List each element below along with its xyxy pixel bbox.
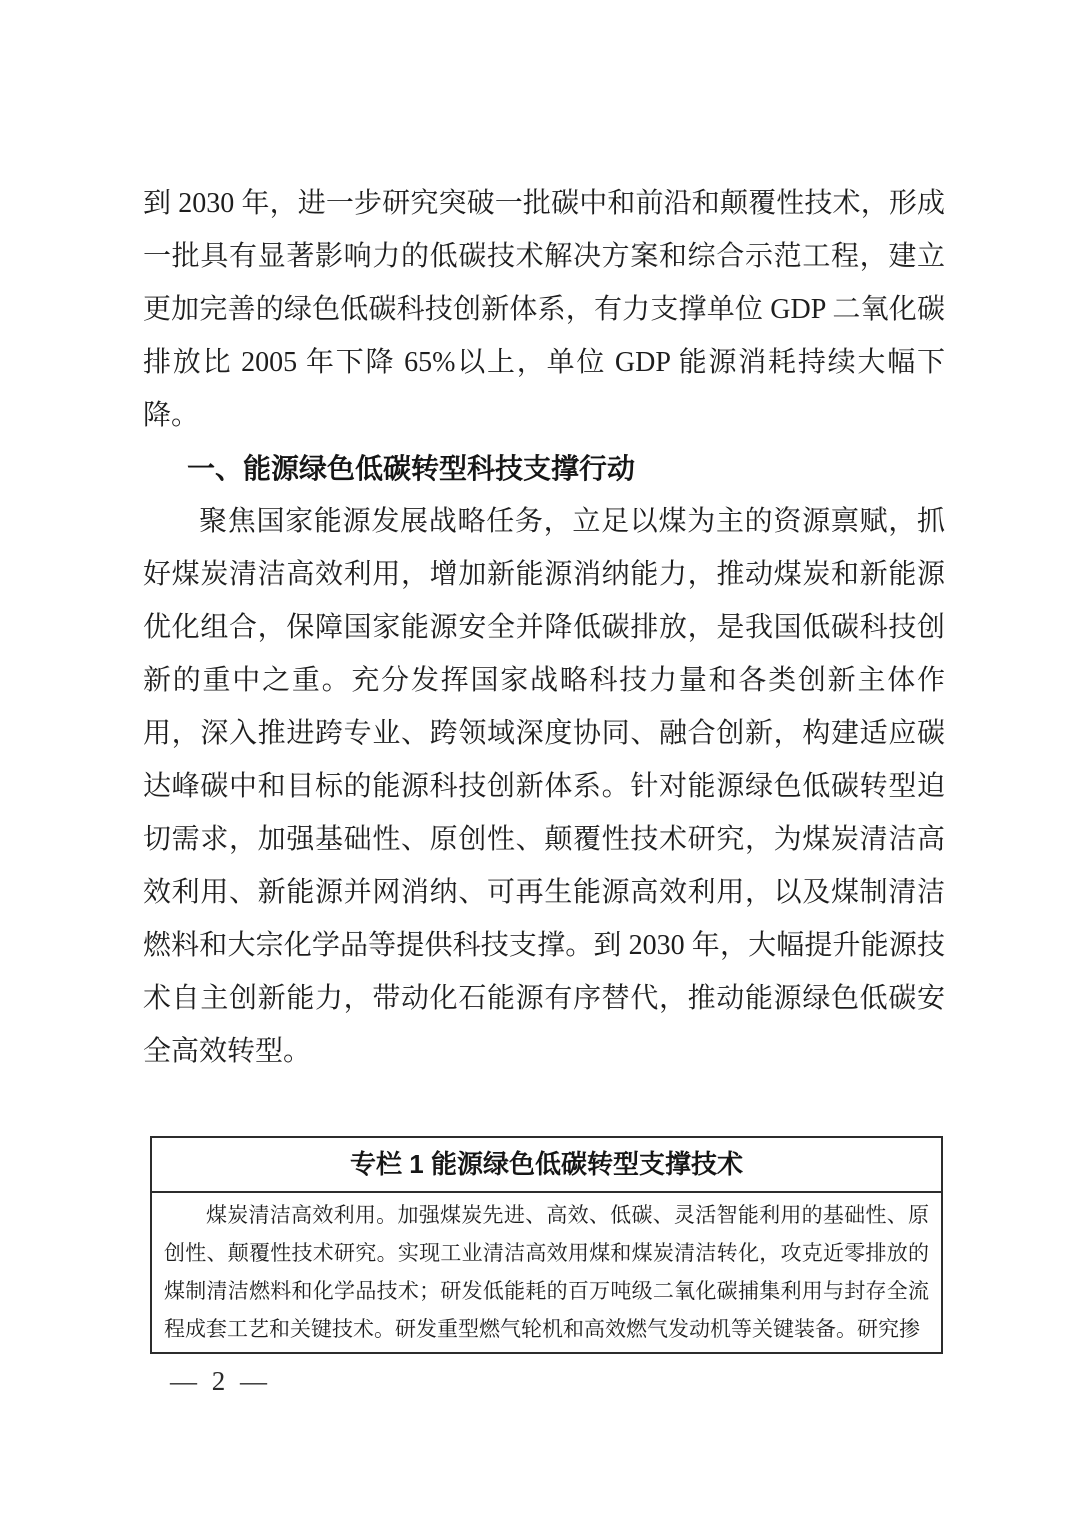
page-number: — 2 — xyxy=(170,1366,271,1396)
section-heading: 一、能源绿色低碳转型科技支撑行动 xyxy=(187,453,636,484)
callout-box-body: 煤炭清洁高效利用。加强煤炭先进、高效、低碳、灵活智能利用的基础性、原创性、颠覆性技术研究。实现工业清洁高效用煤和煤炭清洁转化，攻克近零排放的煤制清洁燃料和化学品技术；研发低能耗的百万吨级二氧化碳捕集利用与封存全流程成套工艺和关键技术。研发重型燃气轮机和高效燃气发动机等关键装备。研究掺 xyxy=(164,1203,929,1341)
page-content xyxy=(143,177,945,1397)
callout-box xyxy=(150,1136,943,1354)
body-paragraph-section: 聚焦国家能源发展战略任务，立足以煤为主的资源禀赋，抓好煤炭清洁高效利用，增加新能源消纳能力，推动煤炭和新能源优化组合，保障国家能源安全并降低碳排放，是我国低碳科技创新的重中之重。充分发挥国家战略科技力量和各类创新主体作用，深入推进跨专业、跨领域深度协同、融合创新，构建适应碳达峰碳中和目标的能源科技创新体系。针对能源绿色低碳转型迫切需求，加强基础性、原创性、颠覆性技术研究，为煤炭清洁高效利用、新能源并网消纳、可再生能源高效利用，以及煤制清洁燃料和大宗化学品等提供科技支撑。到 2030 年，大幅提升能源技术自主创新能力，带动化石能源有序替代，推动能源绿色低碳安全高效转型。 xyxy=(143,506,945,1067)
body-paragraph-intro: 到 2030 年，进一步研究突破一批碳中和前沿和颠覆性技术，形成一批具有显著影响力的低碳技术解决方案和综合示范工程，建立更加完善的绿色低碳科技创新体系，有力支撑单位 GDP 二氧化碳排放比 2005 年下降 65%以上，单位 GDP 能源消耗持续大幅下降。 xyxy=(143,188,945,431)
callout-box-title: 专栏 1 能源绿色低碳转型支撑技术 xyxy=(152,1138,941,1193)
